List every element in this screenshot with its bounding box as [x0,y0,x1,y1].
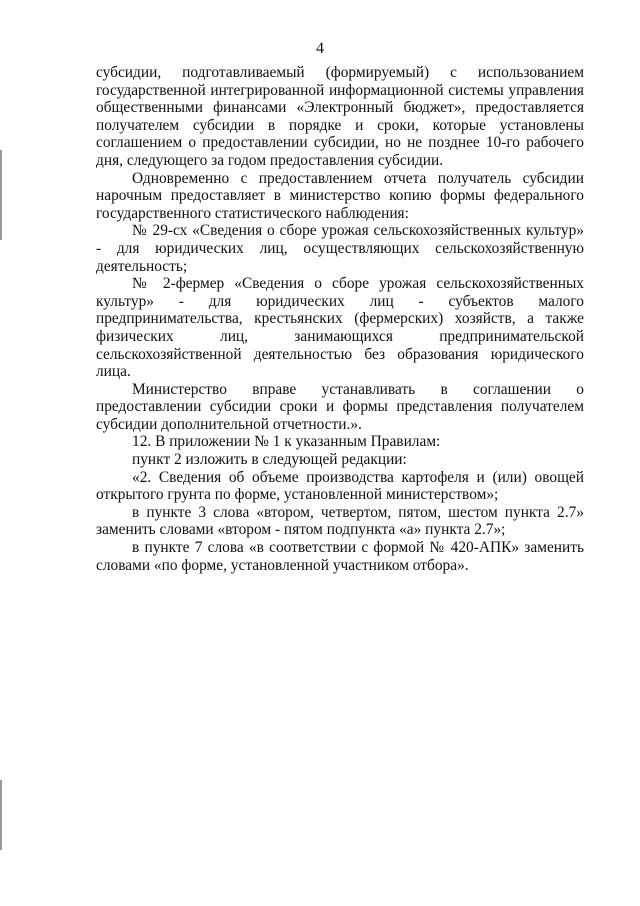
paragraph: субсидии, подготавливаемый (формируемый) с использованием государственной интегрированной информационной системы управления общественными финансами «Электронный бюджет», предоставляется получателем субсидии в порядке и сроки, которые установлены соглашением о предоставлении субсидии, но не позднее 10-го рабочего дня, следующего за годом предоставления субсидии. [96,64,584,169]
paragraph: № 29-сх «Сведения о сборе урожая сельскохозяйственных культур» - для юридических лиц, осуществляющих сельскохозяйственную деятельность; [96,222,584,275]
paragraph: в пункте 3 слова «втором, четвертом, пятом, шестом пункта 2.7» заменить словами «втором - пятом подпункта «а» пункта 2.7»; [96,503,584,539]
paragraph: Одновременно с предоставлением отчета получатель субсидии нарочным предоставляет в министерство копию формы федерального государственного статистического наблюдения: [96,169,584,222]
paragraph: пункт 2 изложить в следующей редакции: [132,451,407,469]
page-number: 4 [316,40,324,57]
paragraph: в пункте 7 слова «в соответствии с формой № 420-АПК» заменить словами «по форме, установленной участником отбора». [96,539,584,574]
paragraph: «2. Сведения об объеме производства картофеля и (или) овощей открытого грунта по форме, установленной министерством»; [96,468,584,504]
scan-edge-mark [0,150,2,240]
paragraph: 12. В приложении № 1 к указанным Правилам: [132,433,441,451]
paragraph: Министерство вправе устанавливать в соглашении о предоставлении субсидии сроки и формы представления получателем субсидии дополнительной отчетности.». [96,380,584,433]
scan-edge-mark [0,780,2,850]
document-body [96,64,584,574]
paragraph: № 2-фермер «Сведения о сборе урожая сельскохозяйственных культур» - для юридических лиц - субъектов малого предпринимательства, крестьянских (фермерских) хозяйств, а также физических лиц, занимающихся предпринимательской сельскохозяйственной деятельностью без образования юридического лица. [96,275,584,381]
